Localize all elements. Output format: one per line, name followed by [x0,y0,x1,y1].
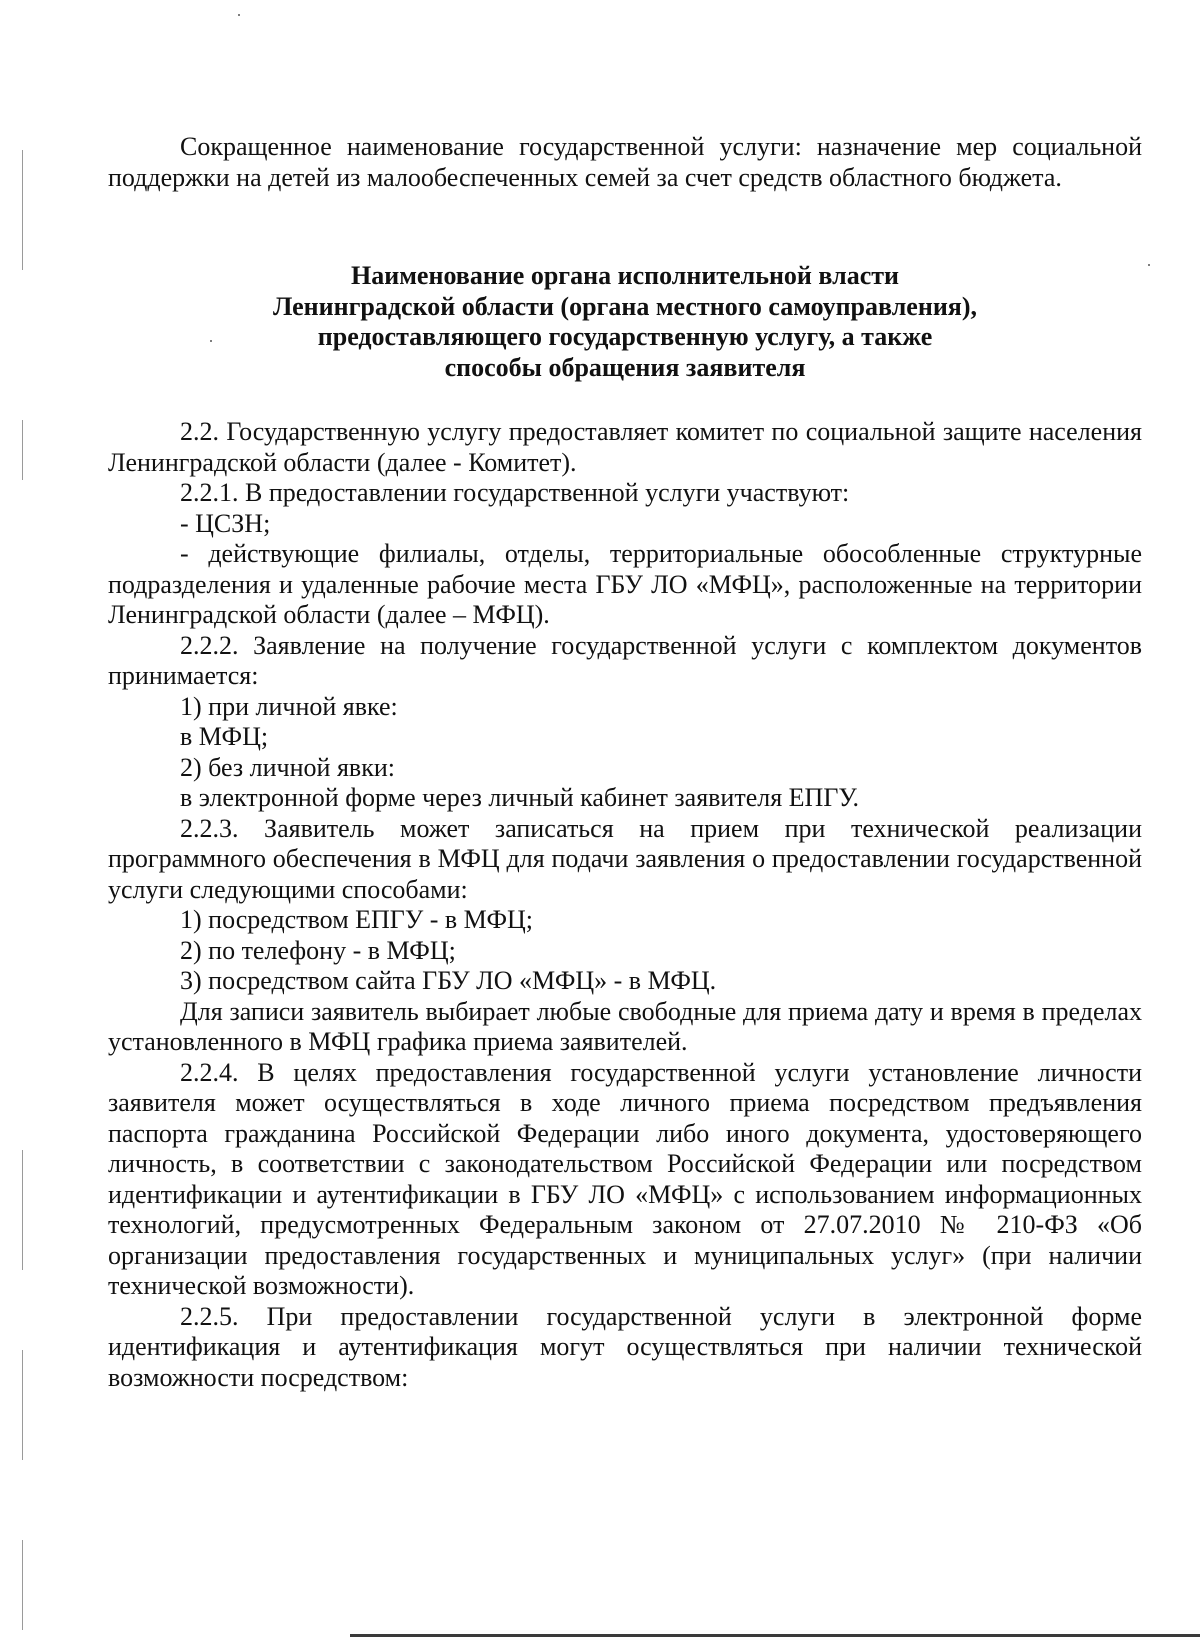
scan-edge-line [22,1150,23,1270]
paragraph-2-2-2: 2.2.2. Заявление на получение государственной услуги с комплектом документов принимается: [108,630,1142,690]
heading-line: предоставляющего государственную услугу, а также [317,322,933,351]
scan-bottom-edge [350,1634,1200,1637]
list-item: в электронной форме через личный кабинет заявителя ЕПГУ. [180,783,860,812]
paragraph-2-2: 2.2. Государственную услугу предоставляет комитет по социальной защите населения Ленинградской области (далее - Комитет). [108,417,1142,477]
list-item: - действующие филиалы, отделы, территориальные обособленные структурные подразделения и удаленные рабочие места ГБУ ЛО «МФЦ», расположенные на территории Ленинградской области (далее – МФЦ). [108,539,1142,629]
heading-line: способы обращения заявителя [444,352,806,382]
scan-edge-line [22,1350,23,1460]
document-page [108,132,1142,1393]
scan-edge-line [22,420,23,480]
paragraph-record: Для записи заявитель выбирает любые свободные для приема дату и время в пределах установленного в МФЦ графика приема заявителей. [108,996,1142,1056]
paragraph-2-2-3: 2.2.3. Заявитель может записаться на прием при технической реализации программного обеспечения в МФЦ для подачи заявления о предоставлении государственной услуги следующими способами: [108,813,1142,904]
scan-edge-line [22,1540,23,1630]
paragraph-2-2-1: 2.2.1. В предоставлении государственной услуги участвуют: [180,478,850,507]
list-item: 3) посредством сайта ГБУ ЛО «МФЦ» - в МФЦ. [180,966,717,995]
paragraph-2-2-5: 2.2.5. При предоставлении государственной услуги в электронной форме идентификация и аутентификация могут осуществляться при наличии технической возможности посредством: [108,1301,1142,1392]
list-item: 1) при личной явке: [180,691,398,721]
list-item: в МФЦ; [180,722,269,751]
paragraph-2-2-4: 2.2.4. В целях предоставления государственной услуги установление личности заявителя может осуществляться в ходе личного приема посредством предъявления паспорта гражданина Российской Федерации либо иного документа, удостоверяющего личность, в соответствии с законодательством Российской Федерации или посредством идентификации и аутентификации в ГБУ ЛО «МФЦ» с использованием информационных технологий, предусмотренных Федеральным законом от 27.07.2010 № 210-ФЗ «Об организации предоставления государственных и муниципальных услуг» (при наличии технической возможности). [108,1057,1142,1300]
scan-edge-line [22,150,23,270]
heading-line: Наименование органа исполнительной власти [351,261,899,290]
intro-paragraph: Сокращенное наименование государственной услуги: назначение мер социальной поддержки на детей из малообеспеченных семей за счет средств областного бюджета. [108,132,1142,192]
list-item: 1) посредством ЕПГУ - в МФЦ; [180,905,533,934]
section-heading [108,261,1142,383]
list-item: 2) по телефону - в МФЦ; [180,935,456,965]
list-item: 2) без личной явки: [180,752,395,782]
scan-speck [238,14,240,16]
list-item: - ЦСЗН; [180,508,271,538]
scan-speck [1148,264,1150,266]
heading-line: Ленинградской области (органа местного самоуправления), [272,291,978,321]
document-body [108,417,1142,1393]
